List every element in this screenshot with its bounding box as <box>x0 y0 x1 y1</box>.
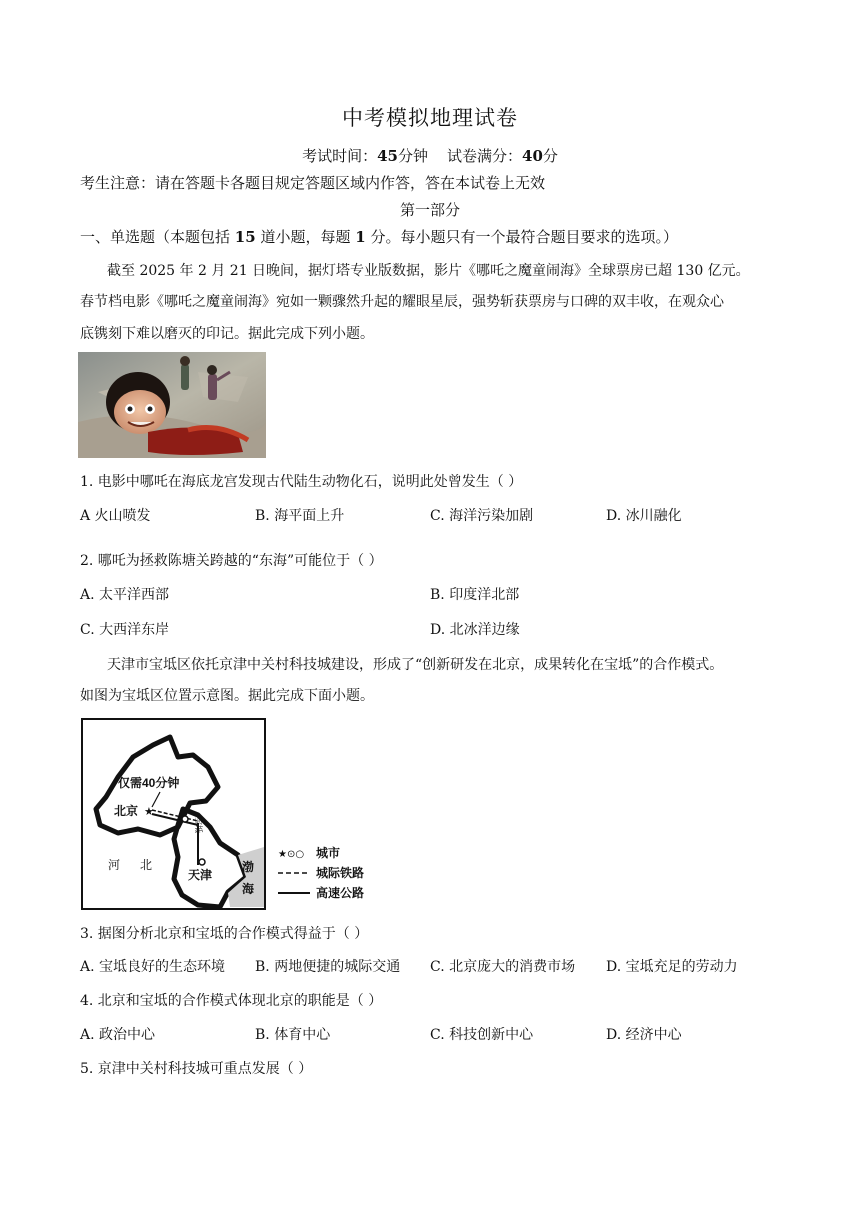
map-label-baodi: 宝坻 <box>194 817 203 833</box>
legend-highway-label: 高速公路 <box>316 886 365 900</box>
question-5-stem: 5. 京津中关村科技城可重点发展（ ） <box>80 1061 313 1077</box>
q2-option-d[interactable]: D. 北冰洋边缘 <box>430 622 520 638</box>
exam-meta <box>0 145 860 166</box>
baodi-location-map <box>78 717 378 913</box>
meta-score: 40 <box>522 147 543 165</box>
q4-option-a[interactable]: A. 政治中心 <box>80 1027 156 1043</box>
map-label-hebei-1: 河 <box>108 858 121 872</box>
q4-option-b[interactable]: B. 体育中心 <box>255 1027 331 1043</box>
q3-option-d[interactable]: D. 宝坻充足的劳动力 <box>606 959 738 975</box>
q4-option-c[interactable]: C. 科技创新中心 <box>430 1027 534 1043</box>
question-4-stem: 4. 北京和宝坻的合作模式体现北京的职能是（ ） <box>80 993 383 1009</box>
q3-option-a[interactable]: A. 宝坻良好的生态环境 <box>80 959 226 975</box>
exam-notice: 考生注意：请在答题卡各题目规定答题区域内作答，答在本试卷上无效 <box>80 174 546 192</box>
q1-option-c[interactable]: C. 海洋污染加剧 <box>430 508 534 524</box>
section-count: 15 <box>234 228 256 246</box>
passage1-line3: 底镌刻下难以磨灭的印记。据此完成下列小题。 <box>80 326 374 342</box>
q3-option-c[interactable]: C. 北京庞大的消费市场 <box>430 959 576 975</box>
q3-option-b[interactable]: B. 两地便捷的城际交通 <box>255 959 401 975</box>
q1-option-a[interactable]: A 火山喷发 <box>80 508 151 524</box>
q2-option-b[interactable]: B. 印度洋北部 <box>430 587 520 603</box>
passage1-line1: 截至 2025 年 2 月 21 日晚间，据灯塔专业版数据，影片《哪吒之魔童闹海》全球票房已超 130 亿元。 <box>107 263 750 279</box>
beijing-star-icon: ★ <box>144 805 154 818</box>
map-label-bohai-1: 渤 <box>242 860 255 874</box>
nezha-movie-still <box>78 352 266 458</box>
q4-option-d[interactable]: D. 经济中心 <box>606 1027 682 1043</box>
section-suffix: 分。每小题只有一个最符合题目要求的选项。） <box>370 228 678 246</box>
meta-prefix: 考试时间： <box>302 147 378 165</box>
map-label-beijing: 北京 <box>114 804 139 818</box>
tianjin-city-icon <box>199 859 205 865</box>
question-3-stem: 3. 据图分析北京和宝坻的合作模式得益于（ ） <box>80 926 369 942</box>
q2-option-c[interactable]: C. 大西洋东岸 <box>80 622 170 638</box>
map-legend <box>278 845 364 900</box>
section-mid: 道小题，每题 <box>260 228 351 246</box>
section-heading <box>80 226 678 247</box>
section-points: 1 <box>355 228 366 246</box>
passage1-line2: 春节档电影《哪吒之魔童闹海》宛如一颗骤然升起的耀眼星辰，强势斩获票房与口碑的双丰收，在观众心 <box>80 294 724 310</box>
q2-option-a[interactable]: A. 太平洋西部 <box>80 587 170 603</box>
question-1-stem: 1. 电影中哪吒在海底龙宫发现古代陆生动物化石，说明此处曾发生（ ） <box>80 474 523 490</box>
map-svg <box>78 717 378 913</box>
passage2-line2: 如图为宝坻区位置示意图。据此完成下面小题。 <box>80 688 374 704</box>
q1-option-b[interactable]: B. 海平面上升 <box>255 508 345 524</box>
meta-suffix: 分 <box>542 147 558 165</box>
legend-city-icon: ★⊙○ <box>278 849 305 860</box>
legend-city-label: 城市 <box>316 846 341 860</box>
question-2-stem: 2. 哪吒为拯救陈塘关跨越的“东海”可能位于（ ） <box>80 553 383 569</box>
passage2-line1: 天津市宝坻区依托京津中关村科技城建设，形成了“创新研发在北京，成果转化在宝坻”的合作模式。 <box>107 657 724 673</box>
section-prefix: 一、单选题（本题包括 <box>80 228 231 246</box>
q1-option-d[interactable]: D. 冰川融化 <box>606 508 682 524</box>
map-label-hebei-2: 北 <box>140 858 153 872</box>
map-label-tianjin: 天津 <box>188 868 213 882</box>
legend-rail-label: 城际铁路 <box>316 866 365 880</box>
baodi-city-icon <box>182 816 188 822</box>
meta-mid: 分钟 试卷满分： <box>397 147 523 165</box>
meta-time: 45 <box>377 147 398 165</box>
map-label-time: 仅需40分钟 <box>118 776 180 790</box>
part-heading: 第一部分 <box>399 201 460 219</box>
exam-title: 中考模拟地理试卷 <box>342 106 518 130</box>
map-label-bohai-2: 海 <box>242 882 255 896</box>
